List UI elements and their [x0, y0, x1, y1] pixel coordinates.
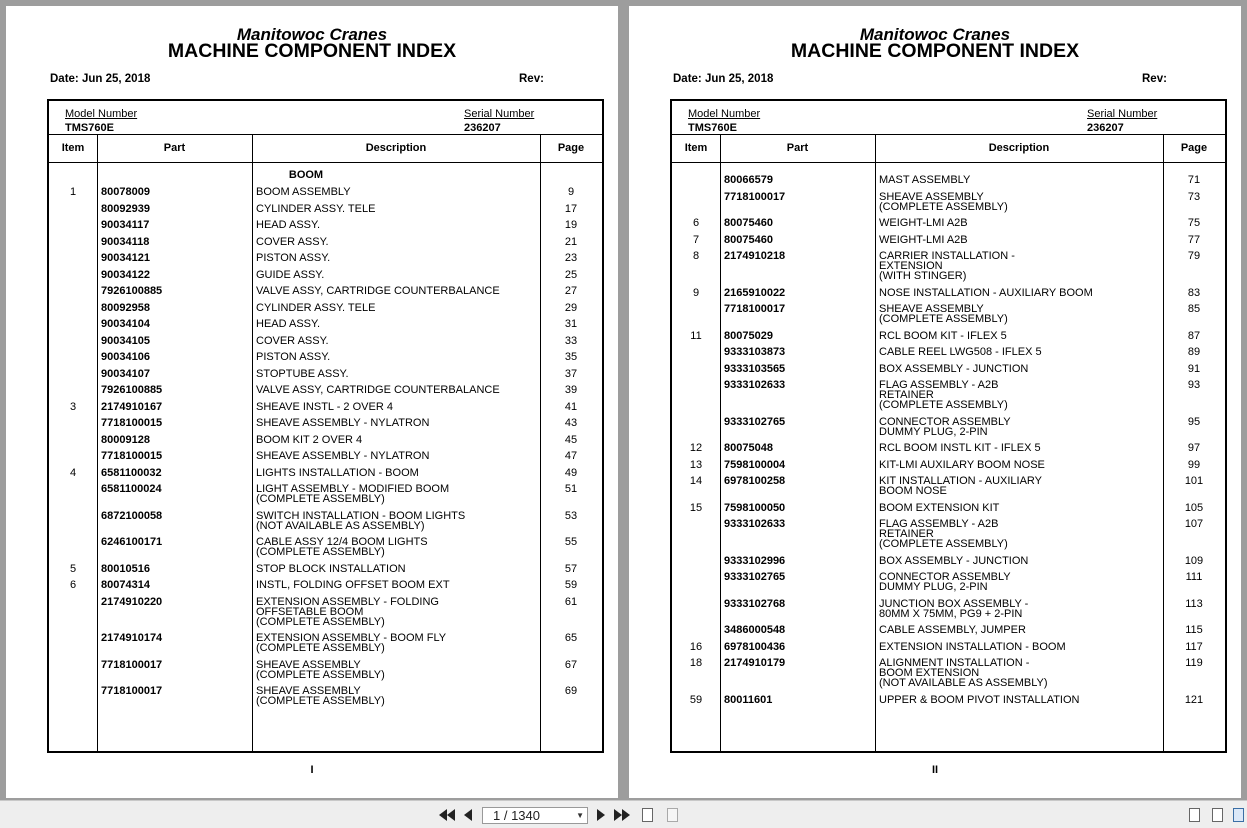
part-number-cell: 80075029: [724, 329, 773, 342]
description-cell: COVER ASSY.: [256, 235, 329, 248]
part-number-cell: 9333102765: [724, 571, 786, 583]
page-cell: 119: [1185, 657, 1203, 669]
part-number-cell: 3486000548: [724, 624, 786, 636]
page-cell: 47: [564, 450, 578, 462]
table-row: [49, 468, 602, 482]
table-row: [672, 475, 1225, 497]
page-cell: 97: [1187, 442, 1201, 454]
rev-label: Rev:: [1142, 73, 1167, 85]
serial-number-value: 236207: [1087, 122, 1124, 134]
fit-width-icon[interactable]: [664, 807, 680, 823]
description-cell: SHEAVE ASSEMBLY (COMPLETE ASSEMBLY): [256, 685, 385, 707]
part-number-cell: 80092958: [101, 301, 150, 314]
description-cell: LIGHT ASSEMBLY - MODIFIED BOOM (COMPLETE ASSEMBLY): [256, 483, 450, 505]
part-number-cell: 9333102996: [724, 554, 786, 567]
part-number-cell: 6978100436: [724, 640, 786, 653]
component-table: [670, 99, 1227, 753]
section-heading: BOOM: [288, 169, 324, 181]
part-number-cell: 80075460: [724, 217, 773, 229]
item-cell: 18: [689, 657, 703, 669]
description-cell: EXTENSION ASSEMBLY - FOLDING OFFSETABLE BOOM (COMPLETE ASSEMBLY): [256, 595, 439, 628]
column-header-item: Item: [61, 142, 85, 154]
table-row: [49, 509, 602, 532]
page-cell: 85: [1187, 303, 1201, 315]
part-number-cell: 9333103873: [724, 346, 786, 358]
page-cell: 87: [1187, 329, 1201, 342]
item-cell: 4: [69, 466, 77, 479]
description-cell: LIGHTS INSTALLATION - BOOM: [256, 466, 419, 479]
part-number-cell: 2174910220: [101, 595, 163, 608]
page-cell: 61: [564, 595, 578, 608]
item-cell: 6: [69, 579, 77, 591]
part-number-cell: 80092939: [101, 202, 150, 215]
page-footer-number: II: [931, 764, 939, 776]
table-row: [49, 451, 602, 465]
page-cell: 41: [564, 400, 578, 413]
page-cell: 77: [1187, 233, 1201, 246]
description-cell: FLAG ASSEMBLY - A2B RETAINER (COMPLETE ASSEMBLY): [879, 379, 1008, 411]
table-row: [49, 352, 602, 366]
page-cell: 99: [1187, 458, 1201, 471]
item-cell: 14: [689, 475, 703, 487]
description-cell: INSTL, FOLDING OFFSET BOOM EXT: [256, 579, 450, 591]
model-number-value: TMS760E: [688, 122, 737, 134]
page-cell: 111: [1185, 571, 1203, 583]
description-cell: CARRIER INSTALLATION - EXTENSION (WITH STINGER): [879, 250, 1015, 282]
page-cell: 17: [564, 202, 578, 215]
table-rows: [49, 101, 602, 751]
part-number-cell: 2165910022: [724, 286, 786, 299]
description-cell: VALVE ASSY, CARTRIDGE COUNTERBALANCE: [256, 285, 500, 297]
description-cell: SWITCH INSTALLATION - BOOM LIGHTS (NOT AVAILABLE AS ASSEMBLY): [256, 509, 466, 532]
table-row: [49, 536, 602, 558]
description-cell: ALIGNMENT INSTALLATION - BOOM EXTENSION (NOT AVAILABLE AS ASSEMBLY): [879, 657, 1048, 689]
page-cell: 83: [1187, 286, 1201, 299]
table-rows: [672, 101, 1225, 751]
description-cell: SHEAVE ASSEMBLY - NYLATRON: [256, 450, 430, 462]
item-cell: 6: [692, 217, 700, 229]
description-cell: FLAG ASSEMBLY - A2B RETAINER (COMPLETE ASSEMBLY): [879, 518, 1008, 550]
page-cell: 73: [1187, 190, 1201, 203]
page-cell: 51: [564, 483, 578, 495]
table-row: [672, 443, 1225, 457]
part-number-cell: 6872100058: [101, 509, 163, 522]
company-name: Manitowoc Cranes: [236, 25, 388, 44]
description-cell: BOOM ASSEMBLY: [256, 186, 351, 198]
model-number-label: Model Number: [688, 108, 761, 120]
description-cell: WEIGHT-LMI A2B: [879, 217, 968, 229]
item-cell: 5: [69, 562, 77, 575]
description-cell: NOSE INSTALLATION - AUXILIARY BOOM: [879, 286, 1093, 299]
page-cell: 71: [1187, 174, 1201, 186]
table-row: [49, 286, 602, 300]
table-row: [672, 695, 1225, 709]
page-footer-number: I: [310, 764, 314, 776]
description-cell: CONNECTOR ASSEMBLY DUMMY PLUG, 2-PIN: [879, 571, 1011, 593]
fit-page-icon[interactable]: [639, 807, 655, 823]
table-row: [672, 250, 1225, 282]
column-header-page: Page: [1180, 142, 1208, 154]
table-row: [49, 483, 602, 505]
page-cell: 69: [564, 685, 578, 697]
page-cell: 53: [564, 509, 578, 522]
description-cell: PISTON ASSY.: [256, 351, 331, 363]
facing-view-icon[interactable]: [1230, 807, 1246, 823]
table-row: [49, 580, 602, 594]
table-row: [49, 418, 602, 432]
description-cell: RCL BOOM KIT - IFLEX 5: [879, 329, 1007, 342]
table-row: [49, 270, 602, 284]
page-cell: 19: [564, 219, 578, 231]
company-name: Manitowoc Cranes: [859, 25, 1011, 44]
part-number-cell: 90034121: [101, 252, 150, 264]
part-number-cell: 7926100885: [101, 384, 163, 396]
part-number-cell: 7718100015: [101, 417, 163, 429]
page-cell: 113: [1185, 597, 1203, 610]
page-cell: 33: [564, 334, 578, 347]
description-cell: SHEAVE ASSEMBLY (COMPLETE ASSEMBLY): [256, 658, 385, 681]
table-row: [672, 190, 1225, 213]
last-page-icon[interactable]: [614, 807, 630, 823]
page-cell: 95: [1187, 415, 1201, 428]
table-row: [49, 204, 602, 218]
page-cell: 117: [1185, 640, 1203, 653]
table-row: [49, 658, 602, 681]
table-row: [49, 303, 602, 317]
page-cell: 101: [1184, 475, 1204, 487]
table-row: [672, 347, 1225, 361]
table-row: [672, 518, 1225, 550]
item-cell: 13: [689, 458, 703, 471]
next-page-icon[interactable]: [593, 807, 609, 823]
page-cell: 91: [1187, 362, 1201, 375]
date-label: Date: Jun 25, 2018: [673, 73, 774, 85]
part-number-cell: 90034104: [101, 318, 150, 330]
part-number-cell: 80010516: [101, 562, 150, 575]
description-cell: PISTON ASSY.: [256, 252, 331, 264]
part-number-cell: 7718100015: [101, 450, 163, 462]
part-number-cell: 2174910179: [724, 657, 786, 669]
table-row: [672, 415, 1225, 438]
page-cell: 115: [1185, 624, 1203, 636]
document-title: MACHINE COMPONENT INDEX: [167, 40, 457, 62]
date-label: Date: Jun 25, 2018: [50, 73, 151, 85]
table-row: [49, 632, 602, 654]
model-number-value: TMS760E: [65, 122, 114, 134]
part-number-cell: 7718100017: [101, 658, 163, 671]
part-number-cell: 9333102633: [724, 518, 786, 530]
description-cell: EXTENSION ASSEMBLY - BOOM FLY (COMPLETE ASSEMBLY): [256, 632, 447, 654]
part-number-cell: 2174910174: [101, 632, 163, 644]
table-row: [49, 253, 602, 267]
document-page-1: [6, 6, 618, 798]
item-cell: 59: [689, 693, 703, 706]
serial-number-label: Serial Number: [464, 108, 535, 120]
description-cell: WEIGHT-LMI A2B: [879, 233, 968, 246]
page-cell: 121: [1184, 693, 1204, 706]
part-number-cell: 90034105: [101, 334, 150, 347]
table-row: [49, 564, 602, 578]
item-cell: 7: [692, 233, 700, 246]
part-number-cell: 7598100004: [724, 458, 786, 471]
part-number-cell: 9333102768: [724, 597, 786, 610]
page-cell: 21: [564, 235, 578, 248]
part-number-cell: 90034117: [101, 219, 150, 231]
description-cell: CONNECTOR ASSEMBLY DUMMY PLUG, 2-PIN: [879, 415, 1011, 438]
description-cell: SHEAVE ASSEMBLY - NYLATRON: [256, 417, 430, 429]
page-cell: 23: [564, 252, 578, 264]
table-row: [672, 657, 1225, 689]
document-page-2: [629, 6, 1241, 798]
table-row: [49, 237, 602, 251]
description-cell: CABLE ASSY 12/4 BOOM LIGHTS (COMPLETE ASSEMBLY): [256, 536, 428, 558]
page-indicator: 1 / 1340: [493, 808, 540, 823]
page-cell: 39: [564, 384, 578, 396]
column-header-page: Page: [557, 142, 585, 154]
part-number-cell: 80078009: [101, 186, 150, 198]
table-row: [672, 460, 1225, 474]
model-number-label: Model Number: [65, 108, 138, 120]
description-cell: RCL BOOM INSTL KIT - IFLEX 5: [879, 442, 1041, 454]
component-table: [47, 99, 604, 753]
page-cell: 37: [564, 367, 578, 380]
page-cell: 45: [564, 433, 578, 446]
part-number-cell: 80075048: [724, 442, 773, 454]
part-number-cell: 2174910167: [101, 400, 163, 413]
part-number-cell: 9333103565: [724, 362, 786, 375]
part-number-cell: 80074314: [101, 579, 150, 591]
description-cell: MAST ASSEMBLY: [879, 174, 971, 186]
column-header-part: Part: [163, 142, 186, 154]
single-page-view-icon[interactable]: [1186, 807, 1202, 823]
description-cell: VALVE ASSY, CARTRIDGE COUNTERBALANCE: [256, 384, 500, 396]
table-row: [49, 220, 602, 234]
page-cell: 29: [564, 301, 578, 314]
table-row: [672, 625, 1225, 639]
column-header-item: Item: [684, 142, 708, 154]
item-cell: 16: [689, 640, 703, 653]
description-cell: HEAD ASSY.: [256, 318, 320, 330]
part-number-cell: 80066579: [724, 174, 773, 186]
part-number-cell: 6581100024: [101, 483, 162, 495]
item-cell: 3: [69, 400, 77, 413]
page-cell: 49: [564, 466, 578, 479]
part-number-cell: 80075460: [724, 233, 773, 246]
part-number-cell: 90034122: [101, 268, 150, 281]
page-cell: 107: [1184, 518, 1204, 530]
description-cell: CABLE ASSEMBLY, JUMPER: [879, 624, 1026, 636]
table-row: [49, 187, 602, 201]
table-row: [49, 319, 602, 333]
description-cell: SHEAVE ASSEMBLY (COMPLETE ASSEMBLY): [879, 303, 1008, 325]
description-cell: BOOM KIT 2 OVER 4: [256, 433, 363, 446]
part-number-cell: 90034106: [101, 351, 150, 363]
page-cell: 93: [1187, 379, 1201, 391]
column-header-description: Description: [988, 142, 1050, 154]
page-cell: 35: [564, 351, 578, 363]
column-header-description: Description: [365, 142, 427, 154]
description-cell: BOOM EXTENSION KIT: [879, 501, 1000, 514]
prev-page-icon[interactable]: [460, 807, 476, 823]
document-title: MACHINE COMPONENT INDEX: [790, 40, 1080, 62]
page-cell: 57: [564, 562, 578, 575]
part-number-cell: 7718100017: [724, 190, 786, 203]
part-number-cell: 7718100017: [101, 685, 163, 697]
item-cell: 9: [692, 286, 700, 299]
item-cell: 12: [689, 442, 703, 454]
rev-label: Rev:: [519, 73, 544, 85]
table-row: [672, 175, 1225, 189]
description-cell: STOP BLOCK INSTALLATION: [256, 562, 406, 575]
table-row: [49, 595, 602, 628]
part-number-cell: 6246100171: [101, 536, 163, 548]
serial-number-label: Serial Number: [1087, 108, 1158, 120]
description-cell: STOPTUBE ASSY.: [256, 367, 349, 380]
table-row: [49, 435, 602, 449]
page-cell: 89: [1187, 346, 1201, 358]
page-cell: 105: [1184, 501, 1204, 514]
description-cell: HEAD ASSY.: [256, 219, 320, 231]
part-number-cell: 6581100032: [101, 466, 162, 479]
table-row: [672, 556, 1225, 570]
item-cell: 15: [689, 501, 703, 514]
description-cell: KIT INSTALLATION - AUXILIARY BOOM NOSE: [879, 475, 1043, 497]
continuous-view-icon[interactable]: [1209, 807, 1225, 823]
page-cell: 67: [564, 658, 578, 671]
item-cell: 11: [690, 329, 702, 342]
description-cell: CABLE REEL LWG508 - IFLEX 5: [879, 346, 1042, 358]
description-cell: CYLINDER ASSY. TELE: [256, 202, 376, 215]
column-header-part: Part: [786, 142, 809, 154]
table-row: [672, 597, 1225, 620]
table-row: [672, 364, 1225, 378]
page-cell: 79: [1187, 250, 1201, 262]
page-cell: 31: [564, 318, 578, 330]
viewer-toolbar: [0, 800, 1247, 828]
description-cell: UPPER & BOOM PIVOT INSTALLATION: [879, 693, 1080, 706]
description-cell: BOX ASSEMBLY - JUNCTION: [879, 362, 1029, 375]
table-row: [672, 288, 1225, 302]
first-page-icon[interactable]: [439, 807, 455, 823]
page-cell: 65: [564, 632, 578, 644]
description-cell: GUIDE ASSY.: [256, 268, 325, 281]
part-number-cell: 9333102765: [724, 415, 786, 428]
table-row: [672, 571, 1225, 593]
part-number-cell: 80009128: [101, 433, 150, 446]
part-number-cell: 7926100885: [101, 285, 163, 297]
part-number-cell: 90034118: [101, 235, 150, 248]
description-cell: KIT-LMI AUXILARY BOOM NOSE: [879, 458, 1045, 471]
table-row: [49, 369, 602, 383]
table-row: [49, 685, 602, 707]
page-cell: 55: [564, 536, 578, 548]
serial-number-value: 236207: [464, 122, 501, 134]
table-row: [672, 303, 1225, 325]
chevron-down-icon: ▼: [576, 811, 584, 820]
description-cell: EXTENSION INSTALLATION - BOOM: [879, 640, 1066, 653]
page-number-select[interactable]: [482, 807, 588, 824]
part-number-cell: 7598100050: [724, 501, 786, 514]
table-row: [672, 218, 1225, 232]
description-cell: CYLINDER ASSY. TELE: [256, 301, 376, 314]
table-row: [49, 402, 602, 416]
table-row: [672, 331, 1225, 345]
part-number-cell: 90034107: [101, 367, 150, 380]
page-cell: 9: [567, 186, 575, 198]
description-cell: BOX ASSEMBLY - JUNCTION: [879, 554, 1029, 567]
table-row: [49, 385, 602, 399]
table-row: [672, 379, 1225, 411]
description-cell: JUNCTION BOX ASSEMBLY - 80MM X 75MM, PG9 + 2-PIN: [879, 597, 1029, 620]
part-number-cell: 2174910218: [724, 250, 786, 262]
part-number-cell: 7718100017: [724, 303, 786, 315]
item-cell: 1: [69, 186, 77, 198]
table-row: [672, 503, 1225, 517]
description-cell: SHEAVE INSTL - 2 OVER 4: [256, 400, 393, 413]
description-cell: SHEAVE ASSEMBLY (COMPLETE ASSEMBLY): [879, 190, 1008, 213]
page-cell: 75: [1187, 217, 1201, 229]
description-cell: COVER ASSY.: [256, 334, 329, 347]
page-cell: 27: [564, 285, 578, 297]
table-row: [49, 336, 602, 350]
page-cell: 25: [564, 268, 578, 281]
page-cell: 109: [1184, 554, 1204, 567]
table-row: [672, 235, 1225, 249]
part-number-cell: 6978100258: [724, 475, 786, 487]
table-row: [672, 642, 1225, 656]
part-number-cell: 9333102633: [724, 379, 786, 391]
page-cell: 43: [564, 417, 578, 429]
page-cell: 59: [564, 579, 578, 591]
part-number-cell: 80011601: [724, 693, 773, 706]
item-cell: 8: [692, 250, 700, 262]
